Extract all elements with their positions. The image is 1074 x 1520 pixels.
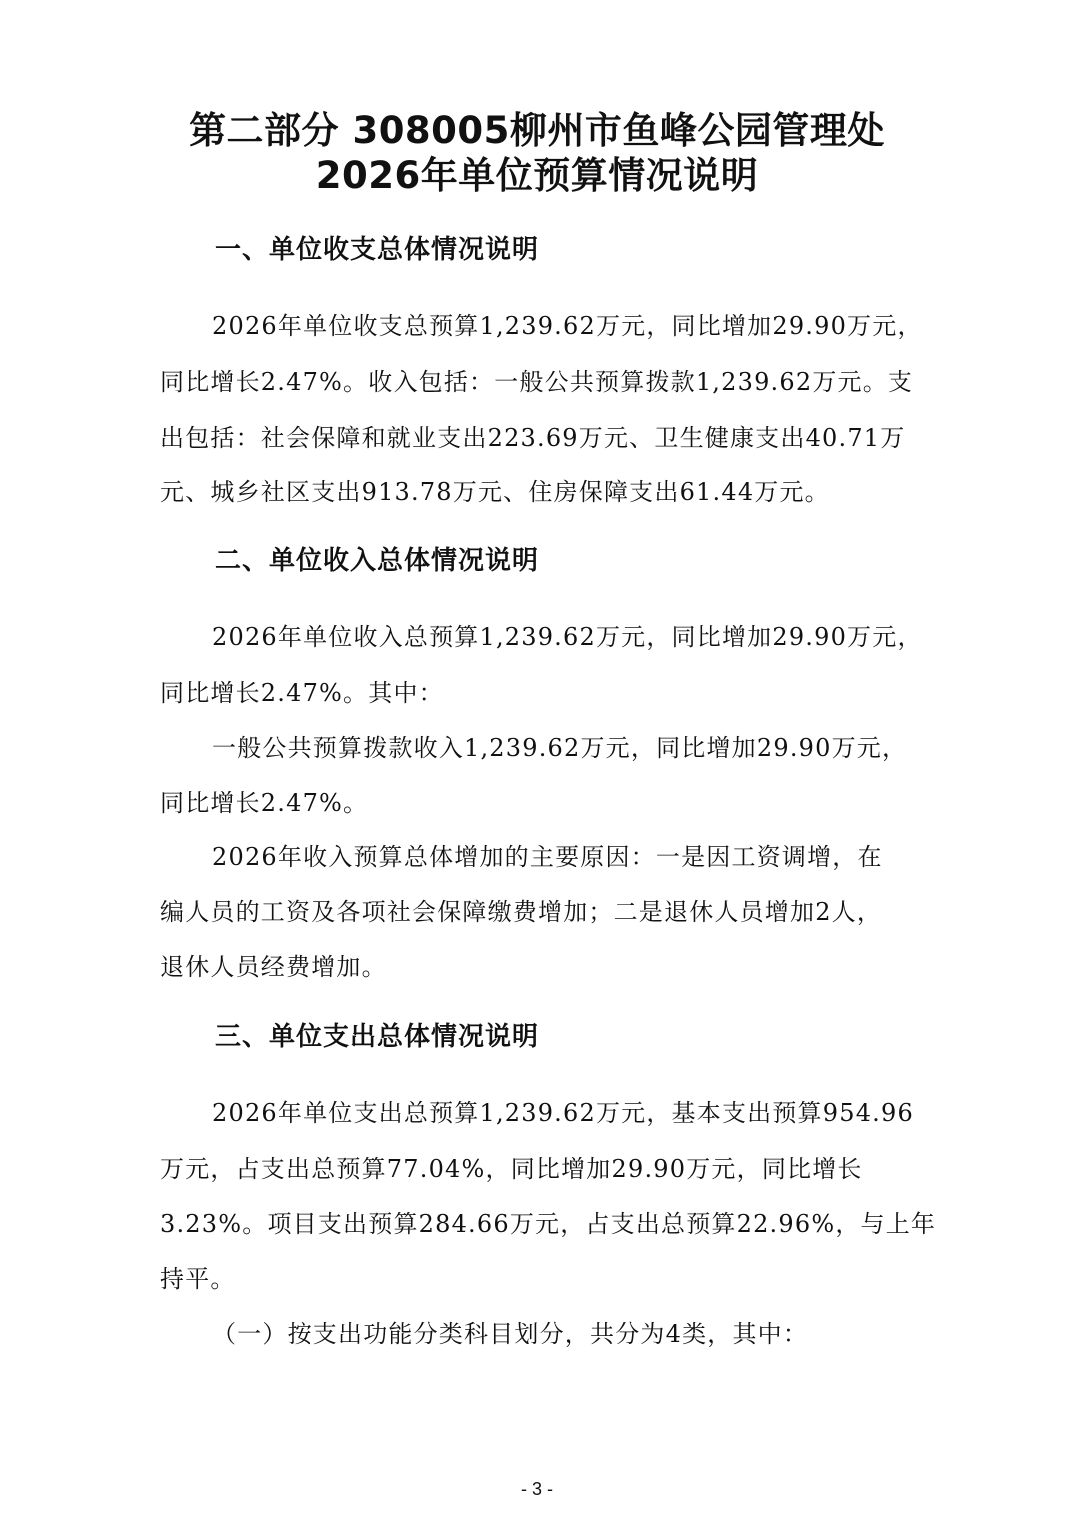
section2-line-6: 编人员的工资及各项社会保障缴费增加；二是退休人员增加2人， <box>160 898 883 926</box>
section2-line-7: 退休人员经费增加。 <box>160 953 387 981</box>
section2-line-2: 同比增长2.47%。其中： <box>160 679 444 707</box>
page-title-line2: 2026年单位预算情况说明 <box>315 154 759 197</box>
section-heading-2: 二、单位收入总体情况说明 <box>215 546 540 576</box>
section2-line-5: 2026年收入预算总体增加的主要原因：一是因工资调增，在 <box>212 843 883 871</box>
section3-line-2: 万元，占支出总预算77.04%，同比增加29.90万元，同比增长 <box>160 1155 863 1183</box>
section3-line-3: 3.23%。项目支出预算284.66万元，占支出总预算22.96%，与上年 <box>160 1210 937 1238</box>
section2-line-3: 一般公共预算拨款收入1,239.62万元，同比增加29.90万元， <box>212 734 908 762</box>
section2-line-4: 同比增长2.47%。 <box>160 789 369 817</box>
section1-line-4: 元、城乡社区支出913.78万元、住房保障支出61.44万元。 <box>160 478 830 506</box>
section3-line-5: （一）按支出功能分类科目划分，共分为4类，其中： <box>212 1320 809 1348</box>
section1-line-2: 同比增长2.47%。收入包括：一般公共预算拨款1,239.62万元。支 <box>160 368 914 396</box>
section1-line-1: 2026年单位收支总预算1,239.62万元，同比增加29.90万元， <box>212 312 923 340</box>
page-number: - 3 - <box>520 1479 553 1499</box>
section3-line-1: 2026年单位支出总预算1,239.62万元，基本支出预算954.96 <box>212 1099 914 1127</box>
page-title-line1: 第二部分 308005柳州市鱼峰公园管理处 <box>189 109 885 152</box>
section-heading-1: 一、单位收支总体情况说明 <box>215 235 540 265</box>
section-heading-3: 三、单位支出总体情况说明 <box>215 1022 540 1052</box>
section3-line-4: 持平。 <box>160 1265 236 1293</box>
section2-line-1: 2026年单位收入总预算1,239.62万元，同比增加29.90万元， <box>212 623 923 651</box>
section1-line-3: 出包括：社会保障和就业支出223.69万元、卫生健康支出40.71万 <box>160 424 906 452</box>
